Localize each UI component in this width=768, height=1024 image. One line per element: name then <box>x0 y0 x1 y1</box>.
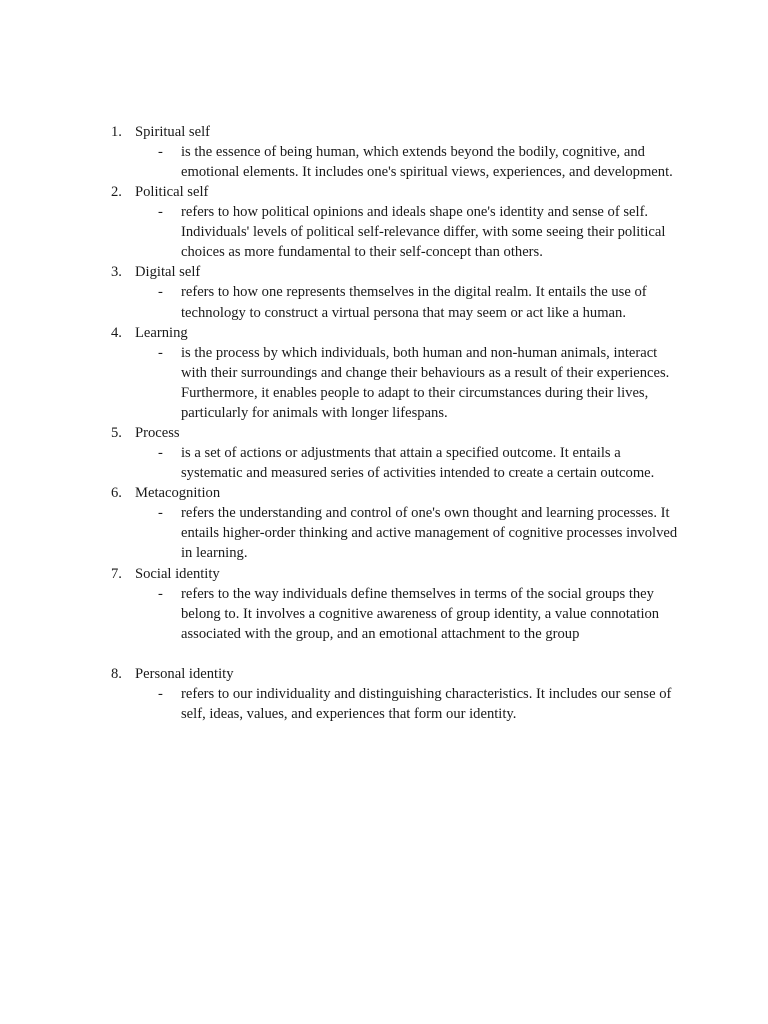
definition-learning <box>0 343 678 423</box>
definition-text: refers to the way individuals define themselves in terms of the social groups they belong to. It involves a cognitive awareness of group identity, a value connotation associated with the group, and an emotional attachment to the group <box>181 585 660 642</box>
list-item-metacognition <box>0 483 768 563</box>
dash-bullet: - <box>158 445 163 462</box>
definition-text: is a set of actions or adjustments that attain a specified outcome. It entails a systematic and measured series of activities intended to create a certain outcome. <box>181 445 655 482</box>
dash-bullet: - <box>158 144 163 160</box>
list-number: 3. <box>111 264 122 281</box>
dash-bullet: - <box>158 204 163 221</box>
list-item-head <box>0 262 768 282</box>
definition-text: refers to our individuality and distinguishing characteristics. It includes our sense of self, ideas, values, and experiences that form our identity. <box>181 685 672 722</box>
definition-text: is the essence of being human, which extends beyond the bodily, cognitive, and emotional elements. It includes one's spiritual views, experiences, and development. <box>181 144 673 181</box>
term-digital-self: Digital self <box>135 264 201 281</box>
term-spiritual-self: Spiritual self <box>135 124 210 140</box>
list-item-head <box>0 323 768 343</box>
term-social-identity: Social identity <box>135 565 220 582</box>
list-item-head <box>0 122 768 142</box>
list-item-head <box>0 564 768 584</box>
list-item-process <box>0 423 768 483</box>
list-item-digital-self <box>0 262 768 322</box>
list-item-learning <box>0 323 768 423</box>
list-item-political-self <box>0 182 768 262</box>
list-item-personal-identity <box>0 664 768 724</box>
term-process: Process <box>135 425 180 442</box>
list-item-spiritual-self <box>0 122 768 182</box>
document-page <box>0 122 768 724</box>
list-number: 2. <box>111 184 122 201</box>
definition-text: refers to how one represents themselves in the digital realm. It entails the use of technology to construct a virtual persona that may seem or act like a human. <box>181 284 647 321</box>
term-personal-identity: Personal identity <box>135 665 234 682</box>
definition-text: is the process by which individuals, both human and non-human animals, interact with their surroundings and change their behaviours as a result of their experiences. Furthermore, it enables people to adapt to their circumstances during their lives, particularly for animals with longer lifespans. <box>181 344 670 421</box>
definition-digital-self <box>0 282 678 322</box>
list-item-head <box>0 182 768 202</box>
list-number: 5. <box>111 425 122 442</box>
term-learning: Learning <box>135 324 188 341</box>
definition-text: refers the understanding and control of one's own thought and learning processes. It entails higher-order thinking and active management of cognitive processes involved in learning. <box>181 505 678 562</box>
definition-spiritual-self <box>0 142 678 182</box>
list-item-social-identity <box>0 564 768 644</box>
term-metacognition: Metacognition <box>135 485 221 502</box>
definition-text: refers to how political opinions and ideals shape one's identity and sense of self. Individuals' levels of political self-relevance differ, with some seeing their political choices as more fundamental to their self-concept than others. <box>181 204 666 261</box>
dash-bullet: - <box>158 505 163 522</box>
list-number: 6. <box>111 485 122 502</box>
blank-line <box>0 644 768 664</box>
list-item-head <box>0 483 768 503</box>
definition-social-identity <box>0 584 678 644</box>
list-number: 1. <box>111 124 122 140</box>
list-number: 8. <box>111 665 122 682</box>
definition-metacognition <box>0 503 678 563</box>
list-number: 7. <box>111 565 122 582</box>
dash-bullet: - <box>158 284 163 301</box>
list-item-head <box>0 664 768 684</box>
dash-bullet: - <box>158 685 163 702</box>
definition-personal-identity <box>0 684 678 724</box>
definition-political-self <box>0 202 678 262</box>
list-number: 4. <box>111 324 122 341</box>
dash-bullet: - <box>158 585 163 602</box>
list-item-head <box>0 423 768 443</box>
term-political-self: Political self <box>135 184 209 201</box>
definition-process <box>0 443 678 483</box>
dash-bullet: - <box>158 344 163 361</box>
